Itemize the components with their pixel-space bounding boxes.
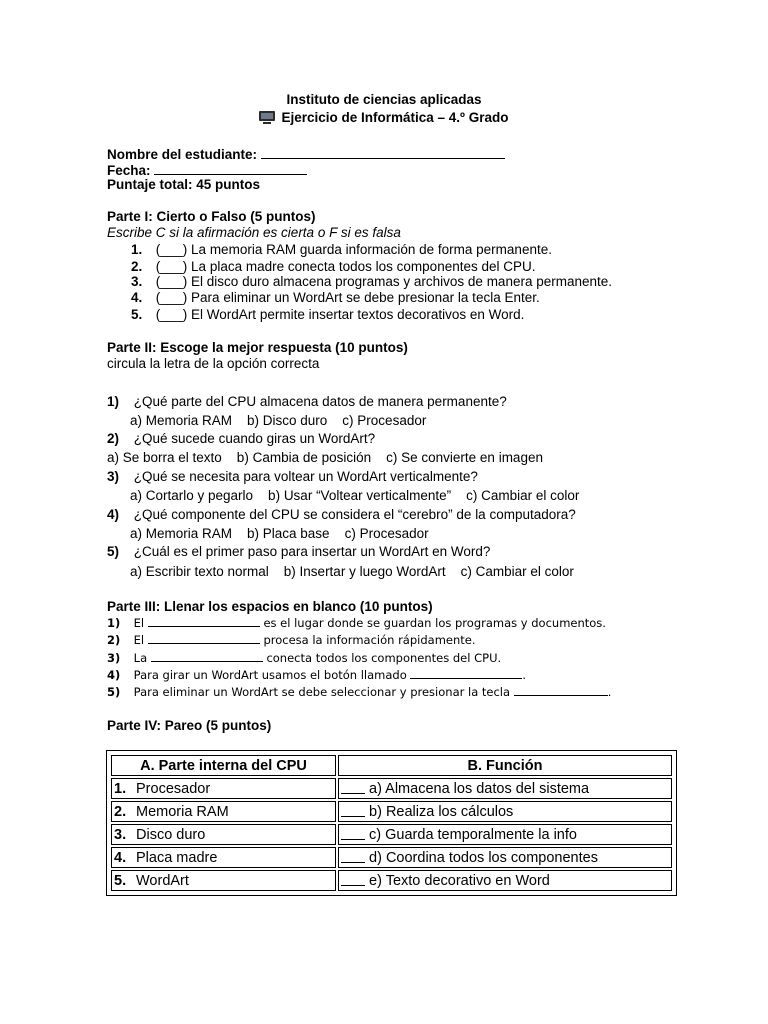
function-cell [338, 847, 672, 868]
statement-text: El WordArt permite insertar textos decorativos en Word. [191, 307, 525, 322]
item-number: 5) [107, 685, 121, 699]
row-number: 2. [114, 803, 127, 820]
answer-blank[interactable]: (___) [155, 242, 188, 257]
match-blank[interactable] [341, 827, 365, 840]
question-number: 3) [107, 469, 120, 484]
function-text: d) Coordina todos los componentes [369, 849, 598, 866]
part1-item [131, 307, 524, 322]
fill-blank[interactable] [148, 615, 260, 627]
function-cell [338, 870, 672, 891]
item-number: 2) [107, 633, 121, 647]
part3-item [107, 650, 501, 665]
part-name: Memoria RAM [136, 803, 229, 820]
sentence-end: conecta todos los componentes del CPU. [266, 651, 502, 665]
part1-instruction: Escribe C si la afirmación es cierta o F si es falsa [107, 225, 401, 240]
column-a-header: A. Parte interna del CPU [111, 755, 336, 776]
match-blank[interactable] [341, 804, 365, 817]
part2-question [107, 431, 375, 446]
match-blank[interactable] [341, 850, 365, 863]
sentence-end: . [607, 685, 612, 699]
sentence-start: Para girar un WordArt usamos el botón llamado [133, 668, 407, 682]
sentence-start: La [133, 651, 148, 665]
part2-title: Parte II: Escoge la mejor respuesta (10 puntos) [107, 340, 408, 355]
table-row [111, 778, 672, 799]
table-row [111, 870, 672, 891]
row-number: 1. [114, 780, 127, 797]
match-blank[interactable] [341, 873, 365, 886]
part3-item [107, 667, 526, 682]
item-number: 4. [131, 290, 143, 305]
sentence-start: El [133, 633, 145, 647]
sentence-start: El [133, 616, 145, 630]
row-number: 4. [114, 849, 127, 866]
fill-blank[interactable] [151, 650, 263, 662]
item-number: 1. [131, 242, 143, 257]
function-cell [338, 824, 672, 845]
part3-item [107, 684, 611, 699]
table-row [111, 824, 672, 845]
column-b-header: B. Función [338, 755, 672, 776]
worksheet-title: Ejercicio de Informática – 4.º Grado [281, 110, 509, 125]
statement-text: Para eliminar un WordArt se debe presionar la tecla Enter. [191, 290, 540, 305]
statement-text: La placa madre conecta todos los componentes del CPU. [191, 259, 536, 274]
part4-title: Parte IV: Pareo (5 puntos) [107, 718, 272, 733]
item-number: 2. [131, 259, 143, 274]
sentence-start: Para eliminar un WordArt se debe seleccionar y presionar la tecla [133, 685, 511, 699]
statement-text: El disco duro almacena programas y archivos de manera permanente. [191, 274, 613, 289]
question-text: ¿Qué sucede cuando giras un WordArt? [133, 431, 376, 446]
item-number: 1) [107, 616, 121, 630]
function-cell [338, 778, 672, 799]
function-text: c) Guarda temporalmente la info [369, 826, 577, 843]
question-number: 4) [107, 507, 120, 522]
question-text: ¿Qué se necesita para voltear un WordArt verticalmente? [133, 469, 478, 484]
part-cell [111, 778, 336, 799]
part2-question [107, 394, 507, 409]
total-score: Puntaje total: 45 puntos [107, 177, 261, 192]
table-row [111, 847, 672, 868]
fill-blank[interactable] [514, 684, 608, 696]
part-name: Procesador [136, 780, 211, 797]
item-number: 4) [107, 668, 121, 682]
matching-table [106, 750, 677, 896]
part1-title: Parte I: Cierto o Falso (5 puntos) [107, 209, 316, 224]
row-number: 5. [114, 872, 127, 889]
part1-item [131, 259, 536, 274]
question-number: 2) [107, 431, 120, 446]
answer-options[interactable]: a) Se borra el texto b) Cambia de posición c) Se convierte en imagen [107, 450, 543, 465]
answer-options[interactable]: a) Memoria RAM b) Placa base c) Procesador [130, 526, 429, 541]
question-text: ¿Qué parte del CPU almacena datos de manera permanente? [133, 394, 507, 409]
function-text: e) Texto decorativo en Word [369, 872, 550, 889]
answer-blank[interactable]: (___) [155, 259, 188, 274]
part-cell [111, 847, 336, 868]
sentence-end: procesa la información rápidamente. [263, 633, 476, 647]
student-name-field[interactable] [261, 144, 505, 159]
item-number: 3. [131, 274, 143, 289]
question-text: ¿Qué componente del CPU se considera el “cerebro” de la computadora? [133, 507, 576, 522]
part3-item [107, 615, 606, 630]
part2-question [107, 469, 478, 484]
answer-blank[interactable]: (___) [155, 274, 188, 289]
answer-blank[interactable]: (___) [155, 290, 188, 305]
part3-title: Parte III: Llenar los espacios en blanco (10 puntos) [107, 599, 433, 614]
match-blank[interactable] [341, 781, 365, 794]
row-number: 3. [114, 826, 127, 843]
question-number: 1) [107, 394, 120, 409]
part2-instruction: circula la letra de la opción correcta [107, 356, 320, 371]
answer-blank[interactable]: (___) [155, 307, 188, 322]
part2-question [107, 507, 576, 522]
part3-item [107, 632, 476, 647]
part-cell [111, 870, 336, 891]
computer-icon [259, 111, 275, 125]
part1-item [131, 290, 540, 305]
table-header-row [111, 755, 672, 776]
question-text: ¿Cuál es el primer paso para insertar un WordArt en Word? [133, 544, 491, 559]
sentence-end: es el lugar donde se guardan los programas y documentos. [263, 616, 606, 630]
part-name: Placa madre [136, 849, 218, 866]
function-cell [338, 801, 672, 822]
institution-title: Instituto de ciencias aplicadas [286, 92, 482, 107]
answer-options[interactable]: a) Cortarlo y pegarlo b) Usar “Voltear verticalmente” c) Cambiar el color [130, 488, 580, 503]
question-number: 5) [107, 544, 120, 559]
date-field[interactable] [154, 160, 307, 175]
answer-options[interactable]: a) Escribir texto normal b) Insertar y luego WordArt c) Cambiar el color [130, 564, 574, 579]
worksheet-title-row [0, 110, 768, 125]
part1-item [131, 242, 552, 257]
part1-item [131, 274, 612, 289]
part-cell [111, 824, 336, 845]
date-row [107, 160, 307, 178]
fill-blank[interactable] [148, 632, 260, 644]
part-name: WordArt [136, 872, 189, 889]
function-text: a) Almacena los datos del sistema [369, 780, 590, 797]
part-cell [111, 801, 336, 822]
table-row [111, 801, 672, 822]
student-name-label: Nombre del estudiante: [107, 147, 258, 162]
sentence-end: . [522, 668, 527, 682]
statement-text: La memoria RAM guarda información de forma permanente. [191, 242, 552, 257]
part2-question [107, 544, 490, 559]
part-name: Disco duro [136, 826, 206, 843]
answer-options[interactable]: a) Memoria RAM b) Disco duro c) Procesador [130, 413, 427, 428]
item-number: 5. [131, 307, 143, 322]
item-number: 3) [107, 651, 121, 665]
function-text: b) Realiza los cálculos [369, 803, 514, 820]
date-label: Fecha: [107, 163, 151, 178]
fill-blank[interactable] [410, 667, 522, 679]
